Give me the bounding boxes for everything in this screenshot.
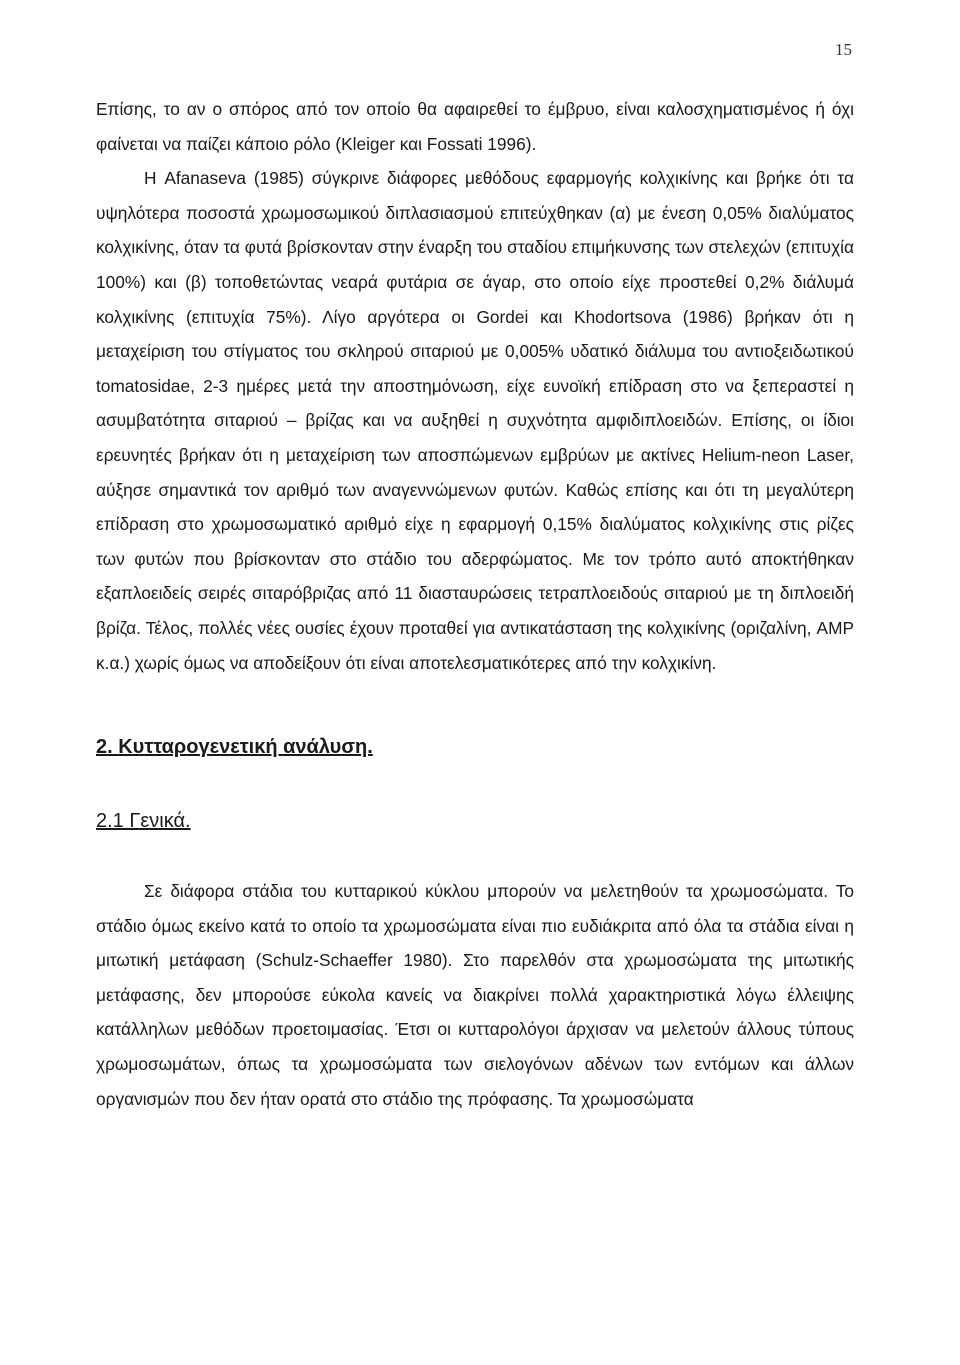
paragraph-1: Επίσης, το αν ο σπόρος από τον οποίο θα αφαιρεθεί το έμβρυο, είναι καλοσχηματισμένος ή όχι φαίνεται να παίζει κάποιο ρόλο (Kleiger και Fossati 1996).	[96, 99, 854, 154]
paragraph-2: Η Afanaseva (1985) σύγκρινε διάφορες μεθόδους εφαρμογής κολχικίνης και βρήκε ότι τα υψηλότερα ποσοστά χρωμοσωμικού διπλασιασμού επιτεύχθηκαν (α) με ένεση 0,05% διαλύματος κολχικίνης, όταν τα φυτά βρίσκονταν στην έναρξη του σταδίου επιμήκυνσης των στελεχών (επιτυχία 100%) και (β) τοποθετώντας νεαρά φυτάρια σε άγαρ, στο οποίο είχε προστεθεί 0,2% διάλυμά κολχικίνης (επιτυχία 75%). Λίγο αργότερα οι Gordei και Khodortsova (1986) βρήκαν ότι η μεταχείριση του στίγματος του σκληρού σιταριού με 0,005% υδατικό διάλυμα του αντιοξειδωτικού tomatosidae, 2-3 ημέρες μετά την αποστημόνωση, είχε ευνοϊκή επίδραση στο να ξεπεραστεί η ασυμβατότητα σιταριού – βρίζας και να αυξηθεί η συχνότητα αμφιδιπλοειδών. Επίσης, οι ίδιοι ερευνητές βρήκαν ότι η μεταχείριση των αποσπώμενων εμβρύων με ακτίνες Helium-neon Laser, αύξησε σημαντικά τον αριθμό των αναγεννώμενων φυτών. Καθώς επίσης και ότι τη μεγαλύτερη επίδραση στο χρωμοσωματικό αριθμό είχε η εφαρμογή 0,15% διαλύματος κολχικίνης στις ρίζες των φυτών που βρίσκονταν στο στάδιο του αδερφώματος. Με τον τρόπο αυτό αποκτήθηκαν εξαπλοειδείς σειρές σιταρόβριζας από 11 διασταυρώσεις τετραπλοειδούς σιταριού με τη διπλοειδή βρίζα. Τέλος, πολλές νέες ουσίες έχουν προταθεί για αντικατάσταση της κολχικίνης (οριζαλίνη, AMP κ.α.) χωρίς όμως να αποδείξουν ότι είναι αποτελεσματικότερες από την κολχικίνη.	[96, 168, 854, 673]
section-heading: 2. Κυτταρογενετική ανάλυση.	[96, 736, 373, 759]
page-number: 15	[835, 40, 852, 59]
section-paragraph: Σε διάφορα στάδια του κυτταρικού κύκλου μπορούν να μελετηθούν τα χρωμοσώματα. Το στάδιο όμως εκείνο κατά το οποίο τα χρωμοσώματα είναι πιο ευδιάκριτα από όλα τα στάδια είναι η μιτωτική μετάφαση (Schulz-Schaeffer 1980). Στο παρελθόν στα χρωμοσώματα της μιτωτικής μετάφασης, δεν μπορούσε εύκολα κανείς να διακρίνει πολλά χαρακτηριστικά λόγω έλλειψης κατάλληλων μεθόδων προετοιμασίας. Έτσι οι κυτταρολόγοι άρχισαν να μελετούν άλλους τύπους χρωμοσωμάτων, όπως τα χρωμοσώματα των σιελογόνων αδένων των εντόμων και άλλων οργανισμών που δεν ήταν ορατά στο στάδιο της πρόφασης. Τα χρωμοσώματα	[96, 881, 854, 1109]
document-body	[96, 92, 854, 1116]
section-subheading: 2.1 Γενικά.	[96, 810, 191, 833]
